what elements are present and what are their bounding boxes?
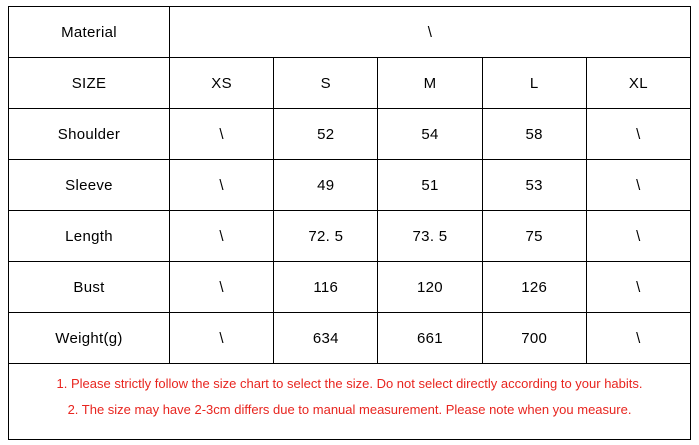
cell-weight-l: 700 [482, 313, 586, 364]
cell-shoulder-m: 54 [378, 109, 482, 160]
cell-bust-xl: \ [586, 262, 690, 313]
cell-weight-m: 661 [378, 313, 482, 364]
cell-length-xs: \ [170, 211, 274, 262]
cell-bust-l: 126 [482, 262, 586, 313]
cell-sleeve-xl: \ [586, 160, 690, 211]
cell-length-xl: \ [586, 211, 690, 262]
header-xl: XL [586, 58, 690, 109]
table-row [9, 262, 691, 313]
cell-sleeve-m: 51 [378, 160, 482, 211]
cell-shoulder-xl: \ [586, 109, 690, 160]
header-l: L [482, 58, 586, 109]
cell-weight-xs: \ [170, 313, 274, 364]
cell-bust-m: 120 [378, 262, 482, 313]
row-label-length: Length [9, 211, 170, 262]
table-row [9, 313, 691, 364]
table-row [9, 160, 691, 211]
row-label-weight: Weight(g) [9, 313, 170, 364]
cell-sleeve-s: 49 [274, 160, 378, 211]
table-row-material [9, 7, 691, 58]
row-label-shoulder: Shoulder [9, 109, 170, 160]
row-label-sleeve: Sleeve [9, 160, 170, 211]
table-row [9, 109, 691, 160]
cell-length-l: 75 [482, 211, 586, 262]
material-label: Material [9, 7, 170, 58]
note-line-1: 1. Please strictly follow the size chart to select the size. Do not select directly according to your habits. [56, 376, 643, 391]
cell-shoulder-xs: \ [170, 109, 274, 160]
header-s: S [274, 58, 378, 109]
cell-length-s: 72. 5 [274, 211, 378, 262]
header-xs: XS [170, 58, 274, 109]
table-row [9, 211, 691, 262]
cell-weight-xl: \ [586, 313, 690, 364]
cell-shoulder-l: 58 [482, 109, 586, 160]
size-chart-table [8, 6, 691, 364]
row-label-bust: Bust [9, 262, 170, 313]
cell-bust-xs: \ [170, 262, 274, 313]
notes-block [8, 371, 691, 423]
cell-shoulder-s: 52 [274, 109, 378, 160]
material-value: \ [170, 7, 691, 58]
cell-bust-s: 116 [274, 262, 378, 313]
header-m: M [378, 58, 482, 109]
header-size: SIZE [9, 58, 170, 109]
cell-length-m: 73. 5 [378, 211, 482, 262]
note-line-2: 2. The size may have 2-3cm differs due to manual measurement. Please note when you measure. [67, 402, 632, 417]
table-row-header [9, 58, 691, 109]
cell-weight-s: 634 [274, 313, 378, 364]
cell-sleeve-l: 53 [482, 160, 586, 211]
cell-sleeve-xs: \ [170, 160, 274, 211]
